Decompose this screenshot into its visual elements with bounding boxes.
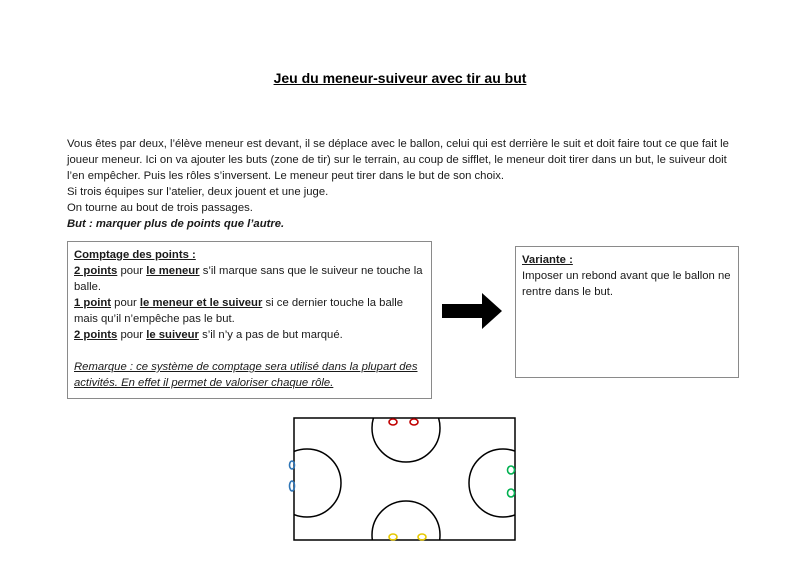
rule-2-mid: pour xyxy=(111,297,140,309)
rule-2-rest: si ce dernier touche la balle mais qu’il n’empêche pas le but. xyxy=(74,297,404,325)
bottom-goal-cone-left xyxy=(389,534,397,540)
intro-goal-line: But : marquer plus de points que l’autre. xyxy=(67,218,285,230)
right-shooting-zone xyxy=(469,449,521,517)
top-goal-cone-left xyxy=(389,419,397,425)
intro-rotation-line: On tourne au bout de trois passages. xyxy=(67,202,253,214)
rule-3-rest: s’il n’y a pas de but marqué. xyxy=(198,329,343,341)
left-goal-cone-top xyxy=(290,461,295,469)
rule-3-points: 2 points xyxy=(74,329,118,341)
arrow-shape xyxy=(442,293,502,329)
field-outline xyxy=(294,418,515,540)
page-title: Jeu du meneur-suiveur avec tir au but xyxy=(273,70,527,86)
rule-2-points: 1 point xyxy=(74,297,112,309)
rule-1-who: le meneur xyxy=(146,265,200,277)
left-goal-cone-bottom xyxy=(290,481,295,491)
rule-1-mid: pour xyxy=(117,265,147,277)
rule-3-who: le suiveur xyxy=(146,329,199,341)
variant-box xyxy=(515,246,739,378)
bottom-goal-cone-right xyxy=(418,534,426,540)
scoring-box xyxy=(67,241,432,399)
intro-text xyxy=(67,136,737,232)
intro-teams-line: Si trois équipes sur l’atelier, deux jouent et une juge. xyxy=(67,186,329,198)
field-diagram xyxy=(285,413,521,545)
scoring-note: Remarque : ce système de comptage sera utilisé dans la plupart des activités. En effet il permet de valoriser chaque rôle. xyxy=(74,361,418,389)
top-shooting-zone xyxy=(372,413,440,462)
scoring-rule-3 xyxy=(74,327,425,343)
variant-text: Imposer un rebond avant que le ballon ne rentre dans le but. xyxy=(522,270,731,298)
scoring-rule-2 xyxy=(74,295,425,327)
scoring-rule-1 xyxy=(74,263,425,295)
rule-2-who: le meneur et le suiveur xyxy=(139,297,263,309)
scoring-heading: Comptage des points : xyxy=(74,249,196,261)
rule-1-rest: s’il marque sans que le suiveur ne touche la balle. xyxy=(74,265,423,293)
right-goal-cone-top xyxy=(508,466,515,474)
right-goal-cone-bottom xyxy=(508,489,515,497)
bottom-shooting-zone xyxy=(372,501,440,545)
variant-heading: Variante : xyxy=(522,254,573,266)
right-arrow-icon xyxy=(442,293,504,329)
rule-1-points: 2 points xyxy=(74,265,118,277)
intro-paragraph: Vous êtes par deux, l’élève meneur est devant, il se déplace avec le ballon, celui qui est derrière le suit et doit faire tout ce que fait le joueur meneur. Ici on va ajouter les buts (zone de tir) sur le terrain, au coup de sifflet, le meneur doit tirer dans un but, le suiveur doit l’en empêcher. Puis les rôles s’inversent. Le meneur peut tirer dans le but de son choix. xyxy=(67,138,729,182)
top-goal-cone-right xyxy=(410,419,418,425)
rule-3-mid: pour xyxy=(117,329,147,341)
